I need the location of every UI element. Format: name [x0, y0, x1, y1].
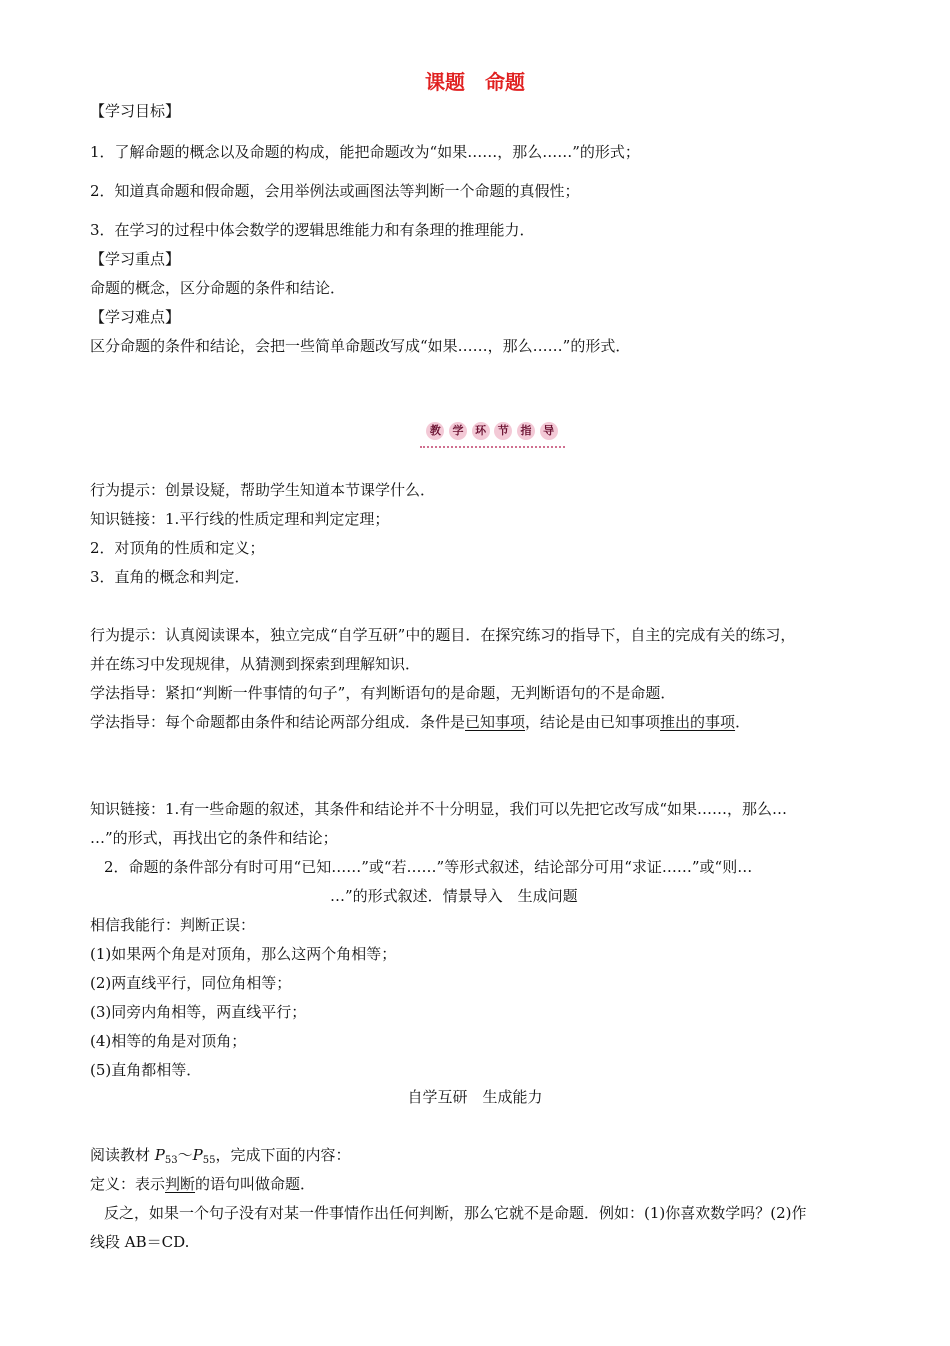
objective-item-2: 2．知道真命题和假命题，会用举例法或画图法等判断一个命题的真假性；	[90, 182, 580, 200]
behavior-hint-2-line1: 行为提示：认真阅读课本，独立完成“自学互研”中的题目．在探究练习的指导下，自主的完成有关的练习，	[90, 626, 796, 644]
behavior-hint-1: 行为提示：创景设疑，帮助学生知道本节课学什么．	[90, 481, 436, 499]
difficulty-text: 区分命题的条件和结论，会把一些简单命题改写成“如果……，那么……”的形式．	[90, 337, 631, 355]
banner-char: 教	[426, 422, 444, 440]
definition-text: 的语句叫做命题．	[195, 1175, 316, 1193]
converse-line1: 反之，如果一个句子没有对某一件事情作出任何判断，那么它就不是命题．例如：(1)你喜欢数学吗？(2)作	[104, 1204, 807, 1222]
quiz-item-5: (5)直角都相等．	[90, 1061, 202, 1079]
quiz-item-1: (1)如果两个角是对顶角，那么这两个角相等；	[90, 945, 397, 963]
derived-items-underlined: 推出的事项	[660, 713, 736, 731]
quiz-intro: 相信我能行：判断正误：	[90, 916, 256, 934]
focus-text: 命题的概念，区分命题的条件和结论．	[90, 279, 346, 297]
reading-instruction	[90, 1145, 350, 1171]
objective-item-3: 3．在学习的过程中体会数学的逻辑思维能力和有条理的推理能力．	[90, 221, 535, 239]
range-sign: ～	[177, 1146, 193, 1164]
knowledge-link-5-line1: 2．命题的条件部分有时可用“已知……”或“若……”等形式叙述，结论部分可用“求证……”或“则…	[104, 858, 753, 876]
method-guide-2-text: ，结论是由已知事项	[525, 713, 661, 731]
banner-char: 指	[517, 422, 535, 440]
definition	[90, 1174, 315, 1194]
knowledge-link-3: 3．直角的概念和判定．	[90, 568, 250, 586]
knowledge-link-5-line2: …”的形式叙述．情景导入 生成问题	[330, 887, 578, 905]
behavior-hint-2-line2: 并在练习中发现规律，从猜测到探索到理解知识．	[90, 655, 421, 673]
reading-text: ，完成下面的内容：	[215, 1146, 351, 1164]
quiz-item-4: (4)相等的角是对顶角；	[90, 1032, 247, 1050]
difficulty-header: 【学习难点】	[90, 308, 181, 326]
objectives-header: 【学习目标】	[90, 102, 181, 120]
self-study-heading: 自学互研 生成能力	[407, 1088, 543, 1106]
teaching-guide-banner	[420, 418, 565, 448]
definition-text: 定义：表示	[90, 1175, 166, 1193]
banner-char: 学	[449, 422, 467, 440]
judgment-underlined: 判断	[165, 1175, 196, 1193]
method-guide-2-text: ．	[735, 713, 751, 731]
quiz-item-3: (3)同旁内角相等，两直线平行；	[90, 1003, 307, 1021]
knowledge-link-4-line2: …”的形式，再找出它的条件和结论；	[90, 829, 338, 847]
banner-char: 导	[540, 422, 558, 440]
knowledge-link-4-line1: 知识链接：1.有一些命题的叙述，其条件和结论并不十分明显，我们可以先把它改写成“如果……，那么…	[90, 800, 787, 818]
quiz-item-2: (2)两直线平行，同位角相等；	[90, 974, 292, 992]
page-number: 53	[164, 1155, 178, 1166]
page-var: P	[192, 1146, 203, 1164]
method-guide-2	[90, 712, 750, 732]
banner-char: 环	[472, 422, 490, 440]
banner-char: 节	[494, 422, 512, 440]
focus-header: 【学习重点】	[90, 250, 181, 268]
page-var: P	[154, 1146, 165, 1164]
knowledge-link-1: 知识链接：1.平行线的性质定理和判定定理；	[90, 510, 390, 528]
converse-line2: 线段 AB＝CD.	[90, 1233, 190, 1251]
method-guide-2-text: 学法指导：每个命题都由条件和结论两部分组成．条件是	[90, 713, 466, 731]
objective-item-1: 1．了解命题的概念以及命题的构成，能把命题改为“如果……，那么……”的形式；	[90, 143, 640, 161]
knowledge-link-2: 2．对顶角的性质和定义；	[90, 539, 265, 557]
known-items-underlined: 已知事项	[465, 713, 526, 731]
reading-text: 阅读教材	[90, 1146, 155, 1164]
page-title: 课题 命题	[425, 70, 525, 94]
method-guide-1: 学法指导：紧扣“判断一件事情的句子”，有判断语句的是命题，无判断语句的不是命题．	[90, 684, 676, 702]
page-number: 55	[202, 1155, 216, 1166]
